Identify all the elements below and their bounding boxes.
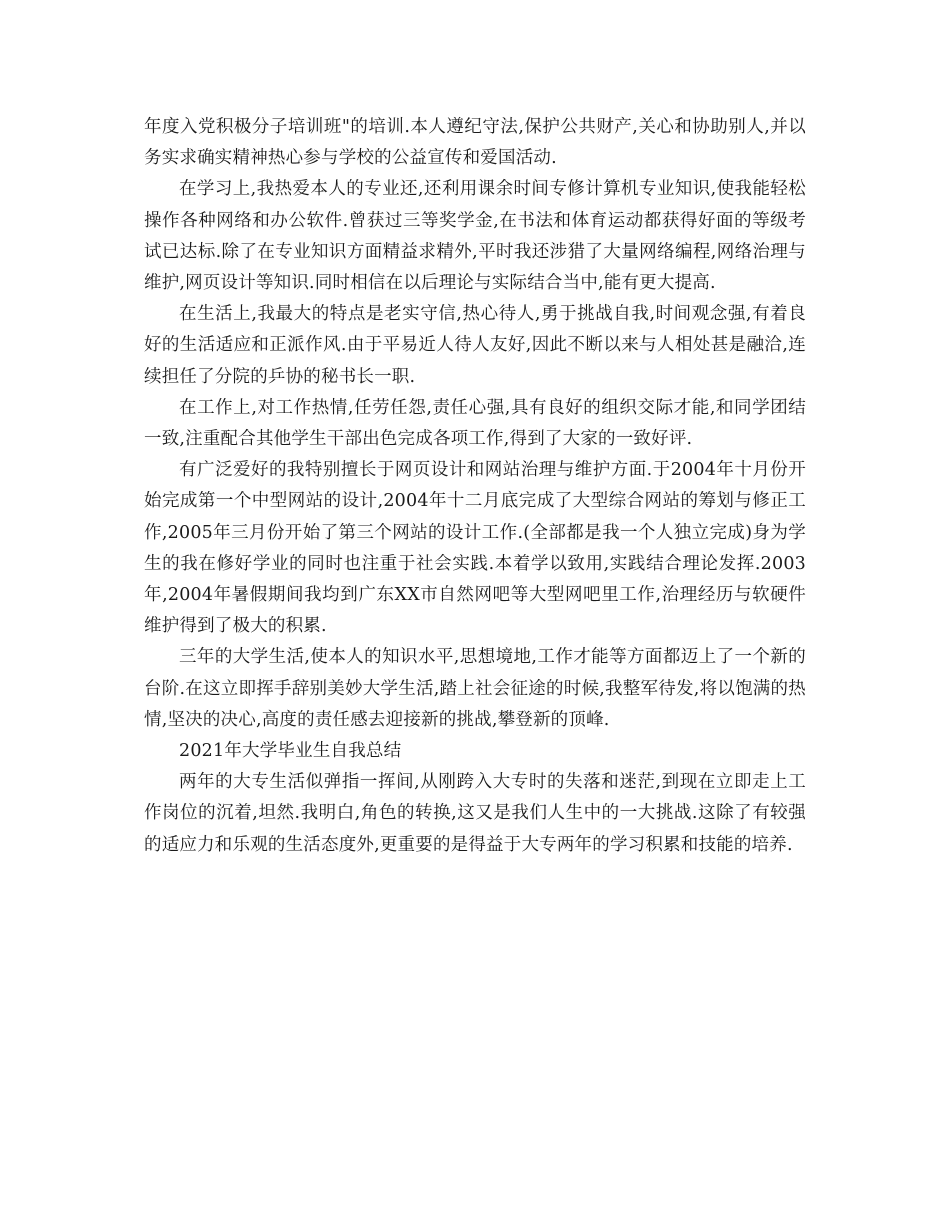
section-heading: 2021年大学毕业生自我总结 <box>179 741 402 762</box>
paragraph-7: 两年的大专生活似弹指一挥间,从刚跨入大专时的失落和迷茫,到现在立即走上工作岗位的沉着,坦然.我明白,角色的转换,这又是我们人生中的一大挑战.这除了有较强的适应力和乐观的生活态度外,更重要的是得益于大专两年的学习积累和技能的培养. <box>144 772 806 855</box>
paragraph-1: 年度入党积极分子培训班"的培训.本人遵纪守法,保护公共财产,关心和协助别人,并以务实求确实精神热心参与学校的公益宣传和爱国活动. <box>144 117 806 169</box>
paragraph-4: 在工作上,对工作热情,任劳任怨,责任心强,具有良好的组织交际才能,和同学团结一致,注重配合其他学生干部出色完成各项工作,得到了大家的一致好评. <box>144 397 806 450</box>
document-body <box>144 112 806 861</box>
paragraph-6: 三年的大学生活,使本人的知识水平,思想境地,工作才能等方面都迈上了一个新的台阶.在这立即挥手辞别美妙大学生活,踏上社会征途的时候,我整军待发,将以饱满的热情,坚决的决心,高度的责任感去迎接新的挑战,攀登新的顶峰. <box>144 647 806 730</box>
paragraph-2: 在学习上,我热爱本人的专业还,还利用课余时间专修计算机专业知识,使我能轻松操作各种网络和办公软件.曾获过三等奖学金,在书法和体育运动都获得好面的等级考试已达标.除了在专业知识方面精益求精外,平时我还涉猎了大量网络编程,网络治理与维护,网页设计等知识.同时相信在以后理论与实际结合当中,能有更大提高. <box>144 179 806 294</box>
paragraph-3: 在生活上,我最大的特点是老实守信,热心待人,勇于挑战自我,时间观念强,有着良好的生活适应和正派作风.由于平易近人待人友好,因此不断以来与人相处甚是融洽,连续担任了分院的乒协的秘书长一职. <box>144 304 806 387</box>
paragraph-5: 有广泛爱好的我特别擅长于网页设计和网站治理与维护方面.于2004年十月份开始完成第一个中型网站的设计,2004年十二月底完成了大型综合网站的筹划与修正工作,2005年三月份开始了第三个网站的设计工作.(全部都是我一个人独立完成)身为学生的我在修好学业的同时也注重于社会实践.本着学以致用,实践结合理论发挥.2003年,2004年暑假期间我均到广东XX市自然网吧等大型网吧里工作,治理经历与软硬件维护得到了极大的积累. <box>144 460 806 637</box>
